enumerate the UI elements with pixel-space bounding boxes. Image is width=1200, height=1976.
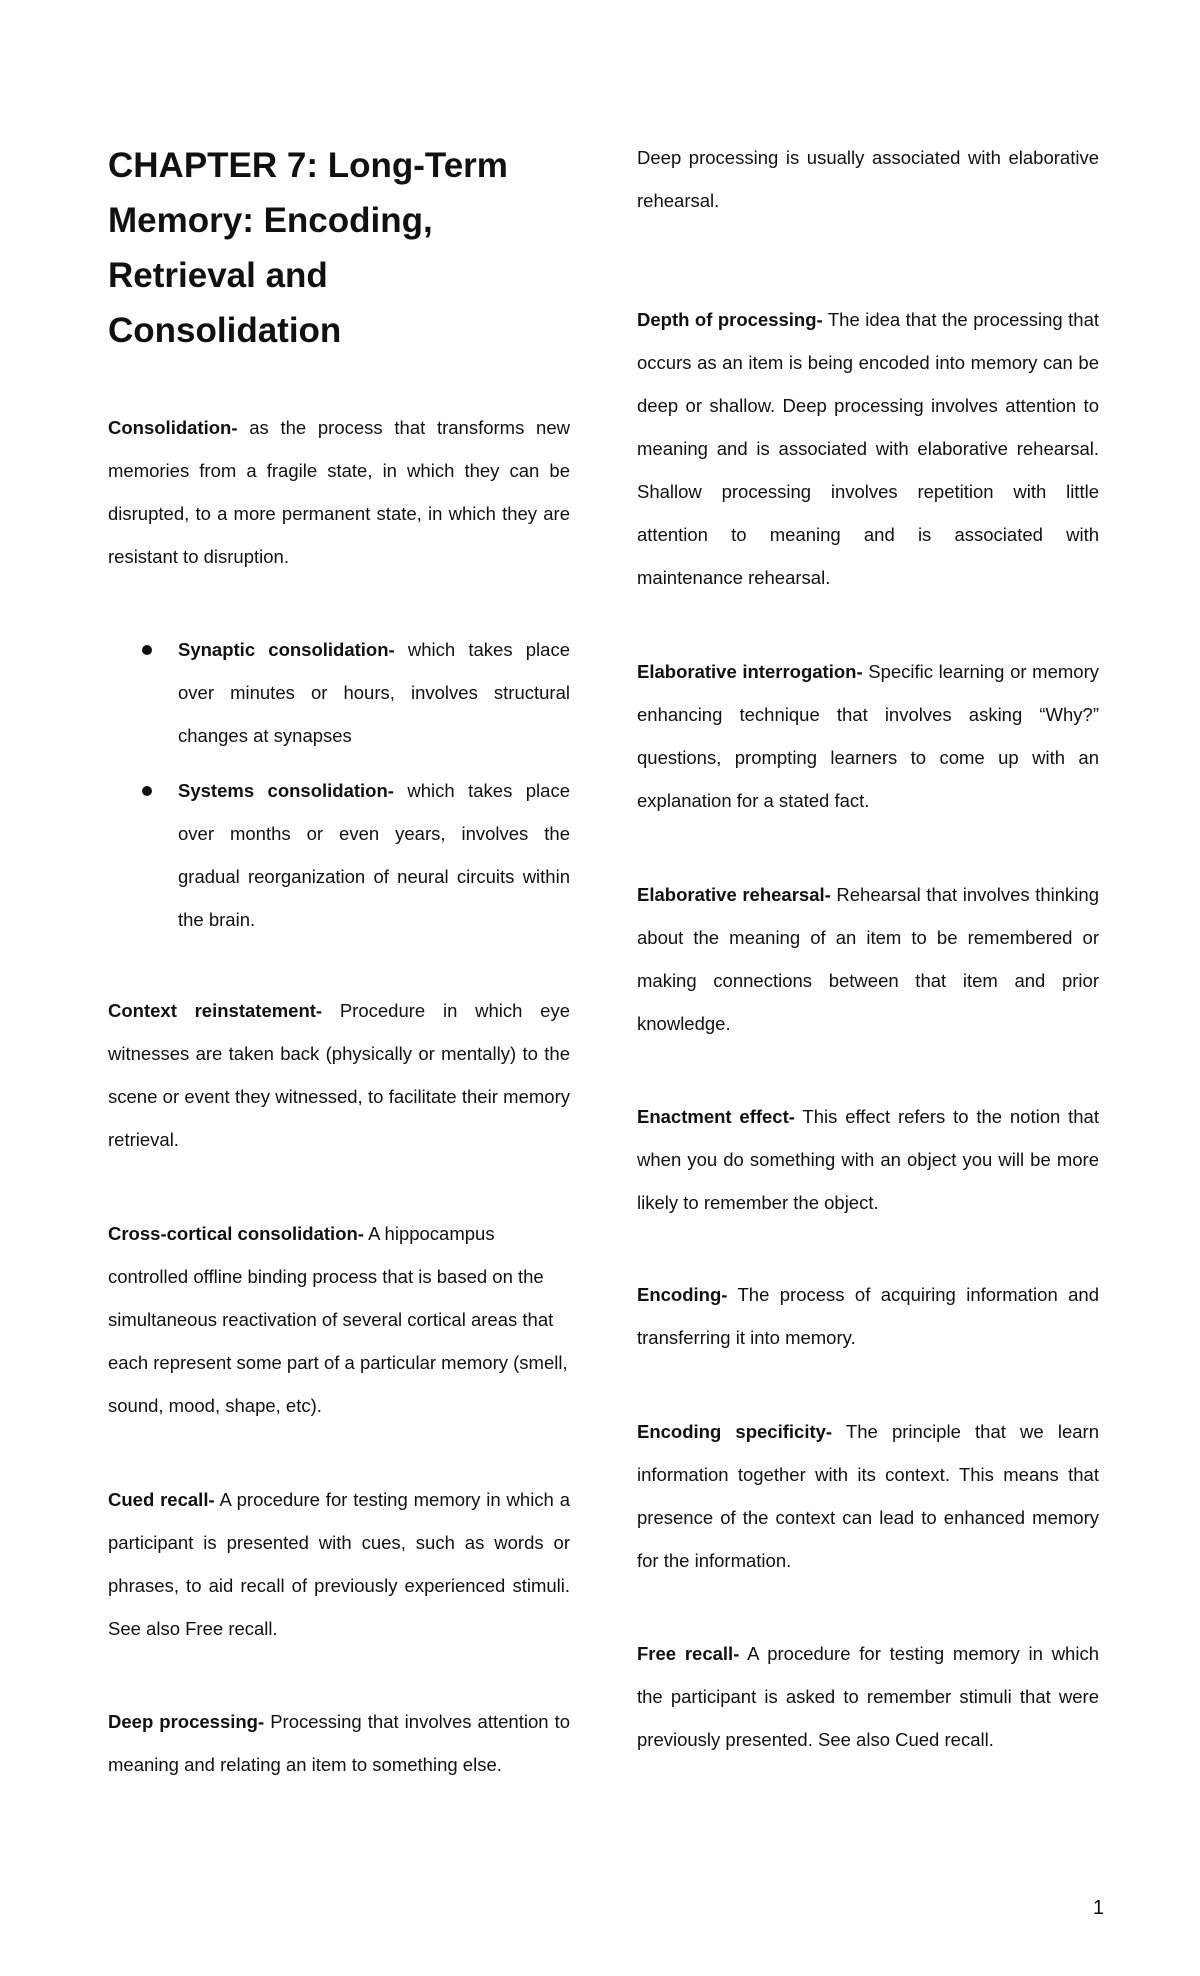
bullet-icon	[142, 786, 152, 796]
glossary-entry-consolidation	[108, 406, 570, 578]
glossary-entry-elaborative-rehearsal	[637, 873, 1099, 1045]
page-number: 1	[1092, 1897, 1104, 1919]
glossary-definition: which takes place over minutes or hours, involves structural changes at synapses	[178, 639, 570, 746]
glossary-definition: Procedure in which eye witnesses are taken back (physically or mentally) to the scene or event they witnessed, to facilitate their memory retrieval.	[108, 1000, 570, 1150]
glossary-entry-encoding	[637, 1273, 1099, 1359]
glossary-definition: A procedure for testing memory in which a participant is presented with cues, such as words or phrases, to aid recall of previously experienced stimuli. See also Free recall.	[108, 1489, 570, 1639]
glossary-term: Encoding specificity-	[637, 1421, 833, 1442]
glossary-term: Free recall-	[637, 1643, 740, 1664]
glossary-entry-depth-of-processing	[637, 298, 1099, 599]
glossary-term: Cued recall-	[108, 1489, 215, 1510]
glossary-term: Enactment effect-	[637, 1106, 795, 1127]
glossary-definition: The idea that the processing that occurs as an item is being encoded into memory can be deep or shallow. Deep processing involves attention to meaning and is associated with elaborative rehearsal. Shallow processing involves repetition with little attention to meaning and is associated with maintenance rehearsal.	[637, 309, 1099, 588]
deep-processing-continued: Deep processing is usually associated with elaborative rehearsal.	[637, 147, 1099, 211]
glossary-term: Cross-cortical consolidation-	[108, 1223, 364, 1244]
list-item	[108, 769, 570, 941]
glossary-term: Elaborative interrogation-	[637, 661, 863, 682]
bullet-icon	[142, 645, 152, 655]
glossary-definition: The principle that we learn information together with its context. This means that presence of the context can lead to enhanced memory for the information.	[637, 1421, 1099, 1571]
glossary-definition: This effect refers to the notion that when you do something with an object you will be more likely to remember the object.	[637, 1106, 1099, 1213]
glossary-definition: A procedure for testing memory in which the participant is asked to remember stimuli that were previously presented. See also Cued recall.	[637, 1643, 1099, 1750]
glossary-term: Encoding-	[637, 1284, 728, 1305]
glossary-entry-context-reinstatement	[108, 989, 570, 1161]
glossary-entry-cross-cortical-consolidation	[108, 1212, 570, 1427]
glossary-definition: which takes place over months or even years, involves the gradual reorganization of neural circuits within the brain.	[178, 780, 570, 930]
glossary-term: Deep processing-	[108, 1711, 265, 1732]
glossary-definition: Processing that involves attention to meaning and relating an item to something else.	[108, 1711, 570, 1775]
list-item	[108, 628, 570, 757]
glossary-term: Consolidation-	[108, 417, 238, 438]
glossary-entry-elaborative-interrogation	[637, 650, 1099, 822]
consolidation-types-list	[108, 628, 570, 941]
glossary-definition: Specific learning or memory enhancing technique that involves asking “Why?” questions, prompting learners to come up with an explanation for a stated fact.	[637, 661, 1099, 811]
glossary-entry-deep-processing	[108, 1700, 570, 1786]
glossary-entry-enactment-effect	[637, 1095, 1099, 1224]
glossary-definition: A hippocampus controlled offline binding process that is based on the simultaneous reactivation of several cortical areas that each represent some part of a particular memory (smell, sound, mood, shape, etc).	[108, 1223, 568, 1416]
glossary-term: Context reinstatement-	[108, 1000, 323, 1021]
glossary-term: Depth of processing-	[637, 309, 823, 330]
glossary-entry-cued-recall	[108, 1478, 570, 1650]
chapter-title: CHAPTER 7: Long-Term Memory: Encoding, Retrieval and Consolidation	[108, 146, 508, 350]
glossary-definition: The process of acquiring information and transferring it into memory.	[637, 1284, 1099, 1348]
glossary-term: Synaptic consolidation-	[178, 639, 395, 660]
glossary-entry-encoding-specificity	[637, 1410, 1099, 1582]
glossary-definition: as the process that transforms new memories from a fragile state, in which they can be disrupted, to a more permanent state, in which they are resistant to disruption.	[108, 417, 570, 567]
glossary-term: Systems consolidation-	[178, 780, 394, 801]
glossary-definition: Rehearsal that involves thinking about the meaning of an item to be remembered or making connections between that item and prior knowledge.	[637, 884, 1099, 1034]
glossary-term: Elaborative rehearsal-	[637, 884, 831, 905]
glossary-entry-free-recall	[637, 1632, 1099, 1761]
